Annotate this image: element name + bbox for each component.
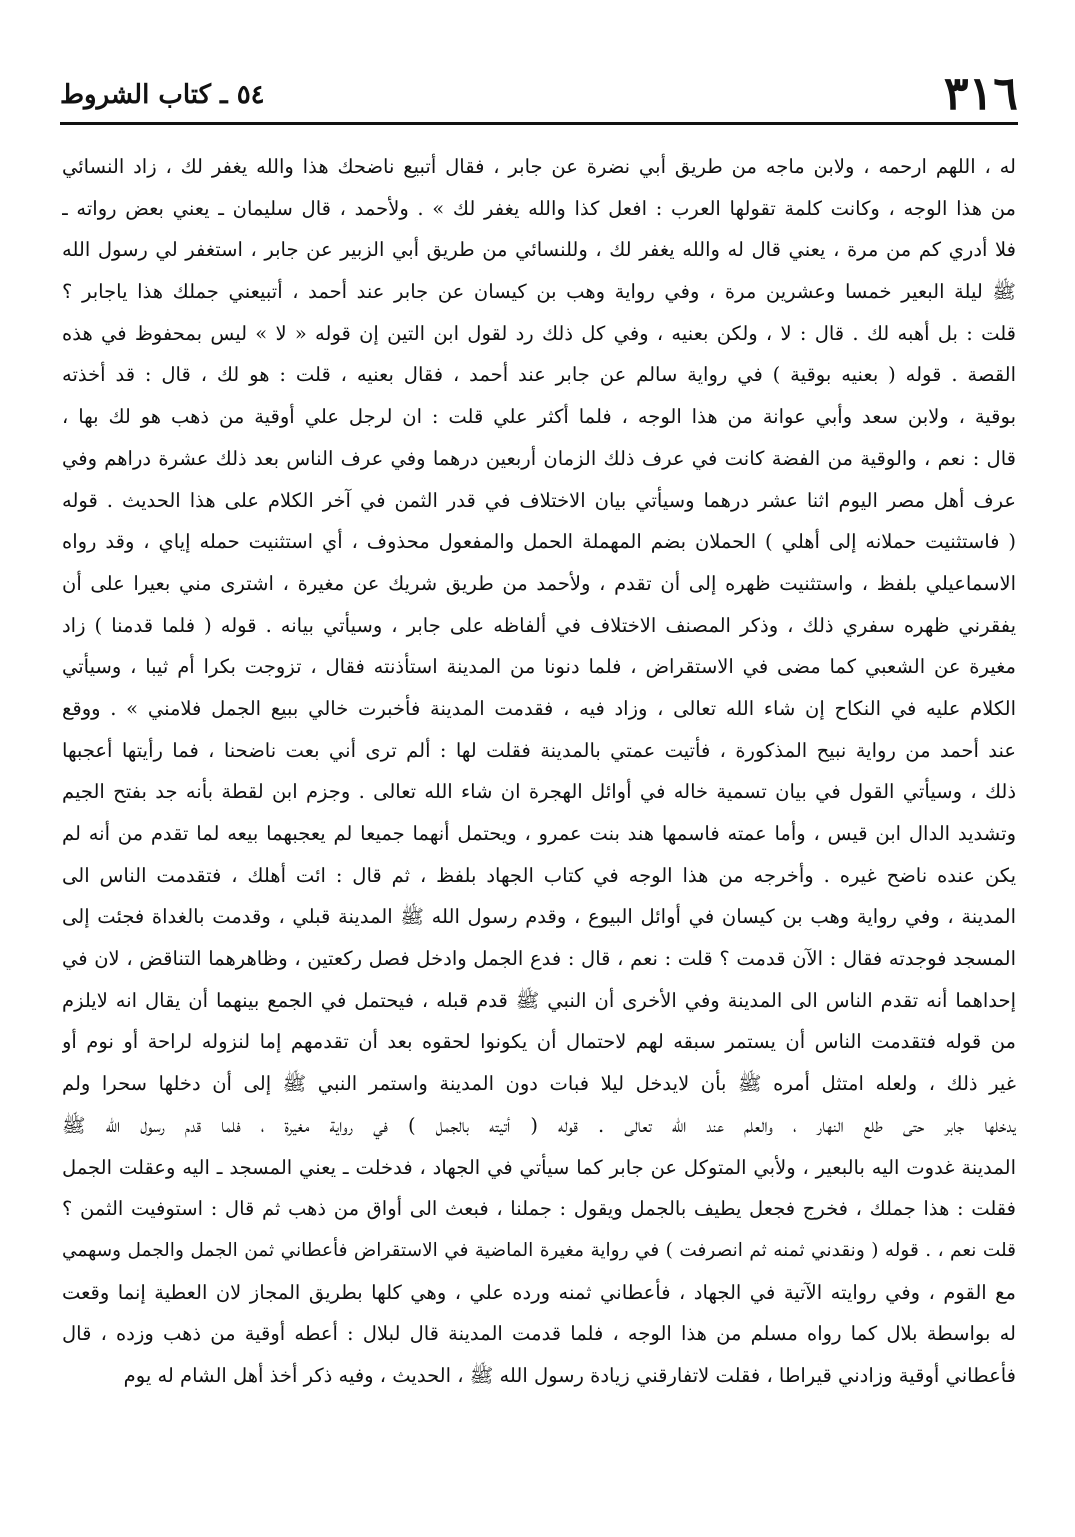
text-line: الكلام عليه في النكاح إن شاء الله تعالى ، وزاد فيه ، فقدمت المدينة فأخبرت خالي ببيع الجمل فلامني » . ووقع: [62, 696, 1016, 720]
text-line: له ، اللهم ارحمه ، ولابن ماجه من طريق أبي نضرة عن جابر ، فقال أتبيع ناضحك هذا والله يغفر لك ، زاد النسائي: [62, 155, 1016, 178]
running-title: ٥٤ ـ كتاب الشروط: [60, 80, 265, 110]
text-line: ذلك ، وسيأتي القول في بيان تسمية خاله في أوائل الهجرة ان شاء الله تعالى . وجزم ابن لقطة بأنه جد بفتح الجيم: [62, 780, 1016, 804]
text-line: يدخلها جابر حتى طلع النهار ، والعلم عند الله تعالى . قوله ( أتيته بالجمل ) في رواية مغيرة ، فلما قدم رسول الله ﷺ: [62, 1113, 1016, 1137]
text-line: فقلت : هذا جملك ، فخرج فجعل يطيف بالجمل ويقول : جملنا ، فبعث الى أواق من ذهب ثم قال : استوفيت الثمن ؟: [62, 1197, 1016, 1221]
text-line: الاسماعيلي بلفظ ، واستثنيت ظهره إلى أن تقدم ، ولأحمد من طريق شريك عن مغيرة ، اشترى مني بعيرا على أن: [62, 571, 1016, 595]
text-line: من قوله فتقدمت الناس أن يستمر سبقه لهم لاحتمال أن يكونوا لحقوه بعد أن تقدمهم إما لنزوله لراحة أو نوم أو: [62, 1030, 1016, 1054]
text-line: القصة . قوله ( بعنيه بوقية ) في رواية سالم عن جابر عند أحمد ، فقال بعنيه ، قلت : هو لك ، قال : قد أخذته: [62, 363, 1016, 387]
text-line: عند أحمد من رواية نبيح المذكورة ، فأتيت عمتي بالمدينة فقلت لها : ألم ترى أني بعت ناضحنا ، فما رأيتها أعجبها: [62, 738, 1016, 762]
text-line: يفقرني ظهره سفري ذلك ، وذكر المصنف الاختلاف في ألفاظه على جابر ، وسيأتي بيانه . قوله ( فلما قدمنا ) زاد: [62, 613, 1016, 637]
text-line: له بواسطة بلال كما رواه مسلم من هذا الوجه ، فلما قدمت المدينة قال لبلال : أعطه أوقية من ذهب وزده ، قال: [62, 1322, 1016, 1346]
text-line: المسجد فوجدته فقال : الآن قدمت ؟ قلت : نعم ، قال : فدع الجمل وادخل فصل ركعتين ، وظاهرهما التناقض ، لان في: [62, 947, 1016, 971]
text-line: قال : نعم ، والوقية من الفضة كانت في عرف ذلك الزمان أربعين درهما وفي عرف الناس بعد ذلك عشرة دراهم وفي: [62, 446, 1016, 470]
text-line: وتشديد الدال ابن قيس ، وأما عمته فاسمها هند بنت عمرو ، ويحتمل أنهما جميعا لم يعجبهما بيعه لما تقدم من أنه لم: [62, 822, 1016, 845]
text-line: من هذا الوجه ، وكانت كلمة تقولها العرب : افعل كذا والله يغفر لك » . ولأحمد ، قال سليمان ـ يعني بعض رواته ـ: [62, 196, 1016, 220]
text-line: قلت نعم ، . قوله ( ونقدني ثمنه ثم انصرفت ) في رواية مغيرة الماضية في الاستقراض فأعطاني ثمن الجمل والجمل وسهمي: [62, 1239, 1016, 1261]
text-line: فلا أدري كم من مرة ، يعني قال له والله يغفر لك ، وللنسائي من طريق أبي الزبير عن جابر ، استغفر لي رسول الله: [62, 238, 1016, 262]
text-line: مع القوم ، وفي روايته الآتية في الجهاد ، فأعطاني ثمنه ورده علي ، وهي كلها بطريق المجاز لان العطية إنما وقعت: [62, 1280, 1016, 1304]
text-line: قلت : بل أهبه لك . قال : لا ، ولكن بعنيه ، وفي كل ذلك رد لقول ابن التين إن قوله « لا » ليس بمحفوظ في هذه: [62, 321, 1016, 345]
text-line: يكن عنده ناضح غيره . وأخرجه من هذا الوجه في كتاب الجهاد بلفظ ، ثم قال : ائت أهلك ، فتقدمت الناس الى: [62, 863, 1016, 887]
page-header: [60, 60, 1018, 125]
text-line: ( فاستثنيت حملانه إلى أهلي ) الحملان بضم المهملة الحمل والمفعول محذوف ، أي استثنيت حمله إياي ، وقد رواه: [62, 530, 1016, 554]
text-line: غير ذلك ، ولعله امتثل أمره ﷺ بأن لايدخل ليلا فبات دون المدينة واستمر النبي ﷺ إلى أن دخلها سحرا ولم: [62, 1072, 1016, 1096]
text-line: مغيرة عن الشعبي كما مضى في الاستقراض ، فلما دنونا من المدينة استأذنته فقال ، تزوجت بكرا أم ثيبا ، وسيأتي: [62, 655, 1016, 679]
text-line: عرف أهل مصر اليوم اثنا عشر درهما وسيأتي بيان الاختلاف في قدر الثمن في آخر الكلام على هذا الحديث . قوله: [62, 488, 1016, 512]
text-line: المدينة غدوت اليه بالبعير ، ولأبي المتوكل عن جابر كما سيأتي في الجهاد ، فدخلت ـ يعني المسجد ـ اليه وعقلت الجمل: [62, 1155, 1016, 1179]
page-number: ٣١٦: [943, 66, 1018, 120]
text-line: ﷺ ليلة البعير خمسا وعشرين مرة ، وفي رواية وهب بن كيسان عن جابر عند أحمد ، أتبيعني جملك هذا ياجابر ؟: [62, 280, 1016, 304]
body-text: [62, 146, 1016, 1397]
text-line: بوقية ، ولابن سعد وأبي عوانة من هذا الوجه ، فلما أكثر علي قلت : ان لرجل علي أوقية من ذهب هو لك بها ،: [62, 405, 1016, 429]
text-line: المدينة ، وفي رواية وهب بن كيسان في أوائل البيوع ، وقدم رسول الله ﷺ المدينة قبلي ، وقدمت بالغداة فجئت إلى: [62, 905, 1016, 929]
text-line: فأعطاني أوقية وزادني قيراطا ، فقلت لاتفارقني زيادة رسول الله ﷺ ، الحديث ، وفيه ذكر أخذ أهل الشام له يوم: [123, 1363, 1016, 1387]
text-line: إحداهما أنه تقدم الناس الى المدينة وفي الأخرى أن النبي ﷺ قدم قبله ، فيحتمل في الجمع بينهما أن يقال انه لايلزم: [62, 988, 1016, 1012]
